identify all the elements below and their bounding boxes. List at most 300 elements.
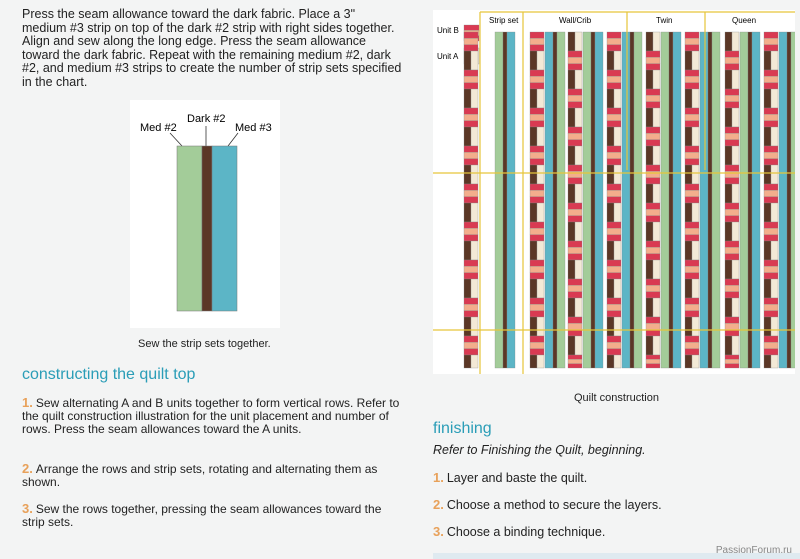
unit-b-peach <box>530 38 544 44</box>
unit-a-cream <box>575 222 582 241</box>
unit-b-red <box>530 184 544 190</box>
unit-b-red <box>607 298 621 304</box>
unit-b-peach <box>725 57 739 63</box>
unit-b-red <box>568 64 582 70</box>
unit-b-red <box>646 140 660 146</box>
unit-b-red <box>464 349 478 355</box>
unit-b-peach <box>464 228 478 234</box>
unit-b-red <box>530 336 544 342</box>
step-text: Arrange the rows and strip sets, rotating and alternating them as shown. <box>22 462 378 489</box>
unit-b-peach <box>464 114 478 120</box>
unit-a-brown <box>646 70 653 89</box>
unit-b-red <box>764 298 778 304</box>
unit-b-peach <box>568 323 582 329</box>
unit-b-red <box>530 298 544 304</box>
unit-b-red <box>607 222 621 228</box>
unit-b-red <box>607 108 621 114</box>
label-med3: Med #3 <box>235 122 272 134</box>
strip-set-figure <box>130 100 280 328</box>
unit-b-red <box>530 146 544 152</box>
unit-b-peach <box>764 38 778 44</box>
strip-dark2 <box>202 146 212 311</box>
unit-b-peach <box>464 152 478 158</box>
unit-b-red <box>464 273 478 279</box>
unit-b-red <box>685 70 699 76</box>
unit-b-red <box>530 83 544 89</box>
unit-a-brown <box>568 298 575 317</box>
unit-b-peach <box>530 266 544 272</box>
unit-a-brown <box>646 222 653 241</box>
unit-b-red <box>464 70 478 76</box>
unit-b-red <box>685 222 699 228</box>
unit-b-red <box>764 336 778 342</box>
unit-a-brown <box>607 241 614 260</box>
unit-b-peach <box>464 304 478 310</box>
unit-b-red <box>464 311 478 317</box>
unit-a-cream <box>771 279 778 298</box>
unit-a-cream <box>692 51 699 70</box>
unit-b-red <box>725 279 739 285</box>
step-number: 1. <box>433 470 444 485</box>
unit-b-red <box>464 222 478 228</box>
unit-a-cream <box>471 355 478 368</box>
strip-blue <box>752 32 760 368</box>
unit-a-brown <box>568 70 575 89</box>
unit-a-brown <box>685 165 692 184</box>
unit-b-peach <box>764 342 778 348</box>
unit-b-red <box>607 83 621 89</box>
unit-a-cream <box>471 279 478 298</box>
unit-b-peach <box>764 228 778 234</box>
unit-b-red <box>464 83 478 89</box>
unit-a-brown <box>464 241 471 260</box>
unit-b-peach <box>685 76 699 82</box>
unit-b-red <box>464 298 478 304</box>
strip-blue <box>507 32 515 368</box>
unit-b-red <box>568 330 582 336</box>
unit-b-red <box>607 235 621 241</box>
unit-a-brown <box>464 279 471 298</box>
unit-b-red <box>725 165 739 171</box>
unit-b-peach <box>764 266 778 272</box>
unit-b-peach <box>607 342 621 348</box>
unit-a-brown <box>685 127 692 146</box>
unit-b-red <box>725 241 739 247</box>
unit-a-brown <box>464 51 471 70</box>
unit-a-cream <box>614 241 621 260</box>
unit-b-red <box>530 32 544 38</box>
step-number: 3. <box>22 501 33 516</box>
unit-b-red <box>530 222 544 228</box>
unit-b-red <box>646 330 660 336</box>
strip-green <box>712 32 720 368</box>
unit-a-cream <box>732 260 739 279</box>
unit-a-cream <box>614 89 621 108</box>
unit-a-cream <box>692 241 699 260</box>
unit-a-cream <box>471 241 478 260</box>
unit-a-cream <box>575 70 582 89</box>
unit-b-red <box>607 146 621 152</box>
unit-b-peach <box>725 247 739 253</box>
unit-b-red <box>607 45 621 51</box>
unit-b-red <box>725 102 739 108</box>
finishing-step-1 <box>433 470 587 485</box>
unit-b-red <box>646 364 660 368</box>
unit-b-peach <box>685 342 699 348</box>
unit-a-brown <box>725 146 732 165</box>
unit-a-brown <box>764 127 771 146</box>
unit-b-peach <box>685 190 699 196</box>
unit-b-red <box>725 364 739 368</box>
unit-a-brown <box>725 108 732 127</box>
unit-b-red <box>685 349 699 355</box>
unit-b-red <box>568 292 582 298</box>
unit-b-red <box>764 197 778 203</box>
unit-b-red <box>646 165 660 171</box>
unit-a-brown <box>607 317 614 336</box>
strip-blue <box>622 32 630 368</box>
unit-b-red <box>646 241 660 247</box>
unit-a-cream <box>771 51 778 70</box>
unit-a-brown <box>568 222 575 241</box>
unit-b-red <box>764 159 778 165</box>
unit-a-cream <box>614 317 621 336</box>
unit-b-red <box>685 159 699 165</box>
step-text: Choose a method to secure the layers. <box>446 498 662 512</box>
strip-green <box>557 32 565 368</box>
finishing-subtitle: Refer to Finishing the Quilt, beginning. <box>433 443 646 457</box>
unit-b-peach <box>646 247 660 253</box>
unit-a-cream <box>771 89 778 108</box>
unit-b-red <box>530 311 544 317</box>
unit-b-peach <box>685 114 699 120</box>
unit-b-red <box>646 254 660 260</box>
unit-b-peach <box>764 114 778 120</box>
unit-b-red <box>725 292 739 298</box>
unit-b-red <box>685 121 699 127</box>
unit-b-red <box>607 260 621 266</box>
unit-b-red <box>530 197 544 203</box>
unit-b-peach <box>568 209 582 215</box>
strip-green <box>661 32 669 368</box>
unit-b-red <box>646 355 660 359</box>
unit-b-red <box>646 279 660 285</box>
step-number: 1. <box>22 395 33 410</box>
unit-a-cream <box>614 127 621 146</box>
unit-a-cream <box>732 146 739 165</box>
unit-b-red <box>725 254 739 260</box>
unit-a-cream <box>537 317 544 336</box>
unit-b-red <box>464 25 479 30</box>
unit-b-peach <box>646 171 660 177</box>
unit-b-red <box>607 184 621 190</box>
unit-b-red <box>530 273 544 279</box>
unit-b-red <box>568 203 582 209</box>
unit-b-red <box>568 178 582 184</box>
strip-brown <box>630 32 634 368</box>
unit-a-brown <box>764 317 771 336</box>
unit-b-red <box>568 102 582 108</box>
unit-b-red <box>530 159 544 165</box>
strip-blue <box>700 32 708 368</box>
unit-b-red <box>764 260 778 266</box>
unit-b-red <box>568 165 582 171</box>
unit-b-red <box>607 70 621 76</box>
unit-b-red <box>764 222 778 228</box>
unit-a-cream <box>537 165 544 184</box>
unit-a-cream <box>771 317 778 336</box>
unit-b-red <box>568 317 582 323</box>
unit-b-peach <box>607 304 621 310</box>
unit-b-red <box>685 32 699 38</box>
unit-a-cream <box>771 203 778 222</box>
unit-b-peach <box>530 304 544 310</box>
unit-b-peach <box>685 152 699 158</box>
unit-b-peach <box>530 76 544 82</box>
unit-a-brown <box>530 89 537 108</box>
unit-a-brown <box>725 298 732 317</box>
unit-b-peach <box>568 171 582 177</box>
unit-b-red <box>568 254 582 260</box>
unit-a-brown <box>530 51 537 70</box>
unit-b-red <box>464 159 478 165</box>
unit-b-peach <box>646 209 660 215</box>
unit-a-cream <box>732 184 739 203</box>
unit-a-cream <box>732 298 739 317</box>
unit-b-peach <box>685 228 699 234</box>
unit-a-brown <box>568 260 575 279</box>
unit-a-brown <box>725 32 732 51</box>
unit-a-cream <box>653 70 660 89</box>
unit-a-cream <box>653 32 660 51</box>
unit-b-peach <box>685 304 699 310</box>
unit-a-brown <box>607 127 614 146</box>
unit-b-red <box>764 45 778 51</box>
unit-b-peach <box>646 133 660 139</box>
strip-brown <box>787 32 791 368</box>
unit-b-red <box>464 146 478 152</box>
unit-b-red <box>725 127 739 133</box>
unit-a-brown <box>725 260 732 279</box>
unit-a-cream <box>732 108 739 127</box>
unit-a-brown <box>607 355 614 368</box>
unit-a-brown <box>646 108 653 127</box>
label-strip-set: Strip set <box>489 16 519 25</box>
unit-a-cream <box>614 51 621 70</box>
unit-b-red <box>725 178 739 184</box>
unit-a-cream <box>575 32 582 51</box>
unit-b-red <box>607 121 621 127</box>
unit-a-brown <box>464 127 471 146</box>
unit-a-cream <box>471 89 478 108</box>
unit-a-brown <box>725 70 732 89</box>
unit-a-brown <box>764 203 771 222</box>
unit-b-red <box>685 235 699 241</box>
unit-a-brown <box>568 184 575 203</box>
unit-a-cream <box>537 355 544 368</box>
unit-b-peach <box>530 190 544 196</box>
unit-a-brown <box>646 260 653 279</box>
unit-a-cream <box>471 127 478 146</box>
unit-b-red <box>607 349 621 355</box>
strip-brown <box>748 32 752 368</box>
label-unit-b: Unit B <box>437 26 459 35</box>
unit-b-red <box>764 235 778 241</box>
unit-b-red <box>725 317 739 323</box>
unit-b-peach <box>530 114 544 120</box>
unit-a-brown <box>725 222 732 241</box>
step-text: Choose a binding technique. <box>446 525 606 539</box>
unit-a-brown <box>607 89 614 108</box>
unit-b-peach <box>646 57 660 63</box>
unit-b-red <box>568 364 582 368</box>
unit-b-red <box>725 64 739 70</box>
construct-step-1 <box>22 396 400 436</box>
unit-b-red <box>685 197 699 203</box>
unit-a-cream <box>537 241 544 260</box>
unit-a-cream <box>732 222 739 241</box>
unit-a-cream <box>692 279 699 298</box>
unit-b-peach <box>464 342 478 348</box>
unit-a-cream <box>653 336 660 355</box>
unit-b-peach <box>464 38 478 44</box>
unit-a-brown <box>764 51 771 70</box>
unit-b-red <box>464 184 478 190</box>
unit-a-brown <box>607 51 614 70</box>
unit-a-brown <box>685 279 692 298</box>
unit-a-cream <box>537 89 544 108</box>
quilt-figure-caption: Quilt construction <box>574 392 659 404</box>
unit-b-peach <box>568 359 582 363</box>
unit-a-cream <box>771 165 778 184</box>
unit-b-red <box>607 273 621 279</box>
unit-b-red <box>607 32 621 38</box>
strip-med2 <box>177 146 202 311</box>
unit-b-peach <box>646 323 660 329</box>
unit-a-cream <box>692 165 699 184</box>
unit-a-brown <box>530 279 537 298</box>
unit-a-cream <box>575 108 582 127</box>
unit-b-red <box>646 203 660 209</box>
unit-b-peach <box>568 285 582 291</box>
step-number: 2. <box>22 461 33 476</box>
unit-b-red <box>725 89 739 95</box>
unit-b-red <box>607 336 621 342</box>
unit-b-red <box>764 108 778 114</box>
unit-b-peach <box>530 342 544 348</box>
unit-b-peach <box>725 95 739 101</box>
strip-green <box>740 32 748 368</box>
unit-b-red <box>725 203 739 209</box>
unit-b-red <box>530 121 544 127</box>
strip-blue <box>545 32 553 368</box>
unit-b-peach <box>725 323 739 329</box>
unit-b-red <box>464 235 478 241</box>
unit-b-peach <box>725 285 739 291</box>
unit-a-cream <box>471 165 478 184</box>
unit-a-cream <box>575 298 582 317</box>
unit-a-brown <box>685 89 692 108</box>
unit-a-cream <box>653 184 660 203</box>
unit-b-red <box>530 349 544 355</box>
unit-a-cream <box>471 203 478 222</box>
unit-a-brown <box>607 203 614 222</box>
unit-b-red <box>530 260 544 266</box>
unit-b-red <box>764 273 778 279</box>
unit-b-red <box>464 260 478 266</box>
unit-b-red <box>685 45 699 51</box>
unit-b-peach <box>530 228 544 234</box>
unit-a-cream <box>692 355 699 368</box>
unit-a-cream <box>692 89 699 108</box>
unit-a-cream <box>614 165 621 184</box>
unit-a-cream <box>471 317 478 336</box>
unit-b-red <box>530 235 544 241</box>
unit-b-red <box>685 83 699 89</box>
unit-b-red <box>568 127 582 133</box>
unit-b-red <box>464 32 478 38</box>
unit-b-peach <box>464 76 478 82</box>
strip-green <box>634 32 642 368</box>
unit-a-cream <box>537 127 544 146</box>
unit-b-red <box>685 184 699 190</box>
unit-a-cream <box>732 336 739 355</box>
unit-b-red <box>646 64 660 70</box>
unit-b-red <box>646 292 660 298</box>
unit-b-red <box>607 197 621 203</box>
unit-a-brown <box>464 355 471 368</box>
unit-b-red <box>764 146 778 152</box>
unit-a-cream <box>653 260 660 279</box>
unit-b-red <box>764 70 778 76</box>
unit-b-peach <box>607 38 621 44</box>
unit-a-cream <box>575 260 582 279</box>
finishing-step-2 <box>433 497 662 512</box>
unit-a-brown <box>530 165 537 184</box>
quilt-construction-figure <box>433 10 795 374</box>
unit-b-red <box>685 298 699 304</box>
unit-a-brown <box>530 241 537 260</box>
unit-a-cream <box>692 127 699 146</box>
construct-step-3 <box>22 502 400 529</box>
strip-brown <box>708 32 712 368</box>
unit-b-peach <box>685 38 699 44</box>
unit-a-brown <box>764 355 771 368</box>
unit-a-brown <box>464 165 471 184</box>
unit-b-red <box>685 336 699 342</box>
unit-b-peach <box>725 359 739 363</box>
label-unit-a: Unit A <box>437 52 459 61</box>
unit-a-brown <box>530 355 537 368</box>
strip-brown <box>669 32 673 368</box>
unit-b-red <box>685 108 699 114</box>
unit-b-red <box>646 127 660 133</box>
unit-b-red <box>464 197 478 203</box>
unit-b-red <box>530 108 544 114</box>
unit-a-cream <box>537 51 544 70</box>
unit-b-red <box>685 260 699 266</box>
unit-a-brown <box>764 279 771 298</box>
unit-a-cream <box>537 279 544 298</box>
unit-a-cream <box>614 203 621 222</box>
unit-a-brown <box>646 32 653 51</box>
unit-b-red <box>530 45 544 51</box>
unit-a-brown <box>464 317 471 336</box>
unit-a-cream <box>653 108 660 127</box>
unit-b-red <box>685 273 699 279</box>
unit-b-peach <box>568 95 582 101</box>
unit-b-red <box>764 83 778 89</box>
